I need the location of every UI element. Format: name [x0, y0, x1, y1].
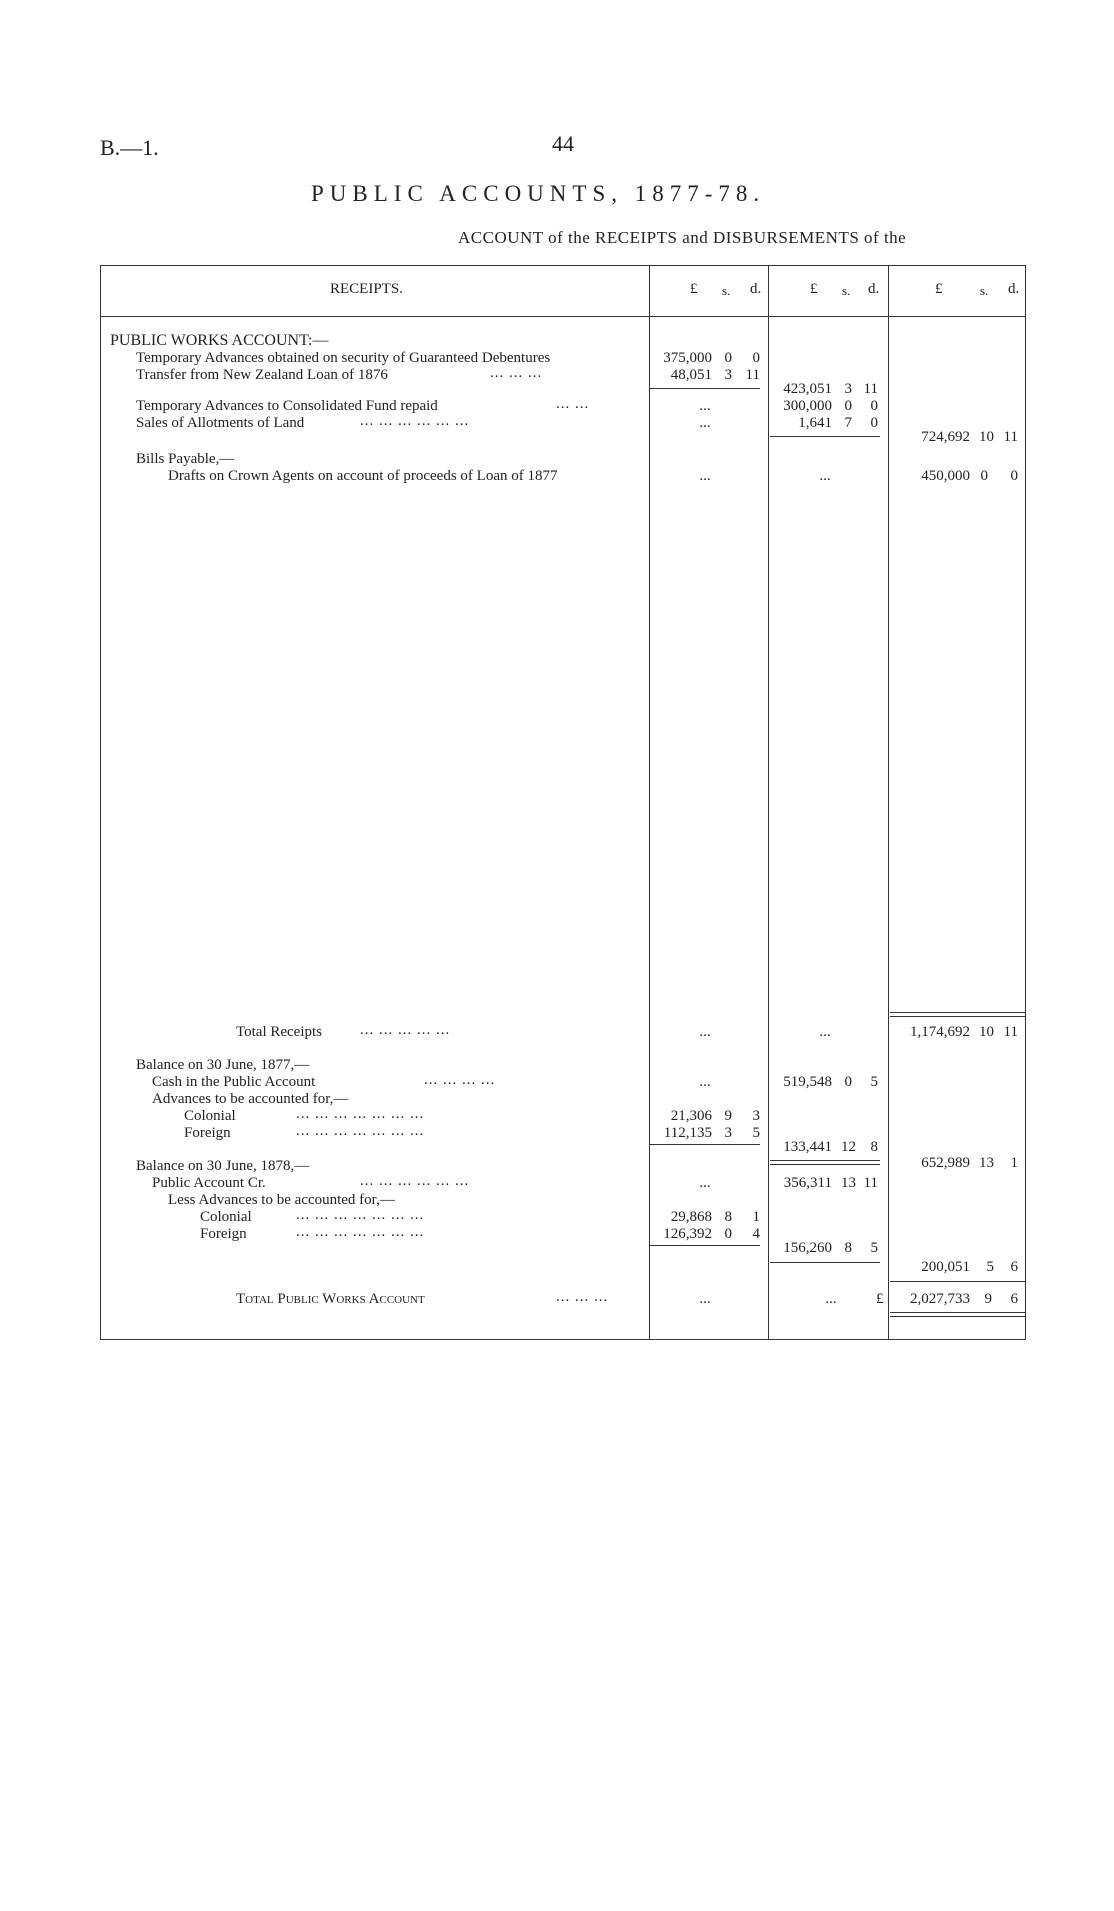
- leader-dots: ... ... ... ... ... ... ...: [296, 1224, 425, 1240]
- amount-pounds: ...: [699, 1291, 711, 1307]
- amount-pence: 0: [752, 350, 760, 366]
- leader-dots: ... ... ... ... ...: [360, 1022, 451, 1038]
- subtotal-pounds: 724,692: [921, 429, 970, 445]
- row-label: Transfer from New Zealand Loan of 1876: [136, 367, 388, 383]
- amount-pounds: ...: [699, 1024, 711, 1040]
- row-label: Drafts on Crown Agents on account of proceeds of Loan of 1877: [168, 468, 558, 484]
- amount-shillings: 0: [724, 350, 732, 366]
- page-reference: B.—1.: [100, 135, 159, 160]
- total-receipts-pounds: 1,174,692: [910, 1024, 970, 1040]
- subtotal-shillings: 12: [841, 1139, 856, 1155]
- row-label: Public Account Cr.: [152, 1175, 266, 1191]
- shilling-header-2: s.: [842, 283, 851, 298]
- amount-shillings: 9: [724, 1108, 732, 1124]
- leader-dots: ... ... ... ... ... ...: [360, 1173, 470, 1189]
- pence-header-1: d.: [750, 281, 762, 297]
- receipts-column-header: RECEIPTS.: [330, 281, 403, 297]
- amount-pounds: 450,000: [921, 468, 970, 484]
- amount-pounds: ...: [825, 1291, 837, 1307]
- amount-pounds: ...: [819, 468, 831, 484]
- row-label: Foreign: [200, 1226, 247, 1242]
- leader-dots: ... ... ... ... ... ... ...: [296, 1106, 425, 1122]
- amount-shillings: 0: [724, 1226, 732, 1242]
- amount-pounds: 356,311: [783, 1175, 832, 1191]
- subtotal-shillings: 5: [986, 1259, 994, 1275]
- amount-shillings: 8: [724, 1209, 732, 1225]
- row-label: Advances to be accounted for,—: [152, 1091, 349, 1107]
- row-label: Less Advances to be accounted for,—: [168, 1192, 395, 1208]
- amount-pence: 11: [745, 367, 760, 383]
- amount-pounds: 126,392: [663, 1226, 712, 1242]
- grand-total-pence: 6: [1010, 1291, 1018, 1307]
- shilling-header-3: s.: [980, 283, 989, 298]
- amount-pounds: 519,548: [783, 1074, 832, 1090]
- leader-dots: ... ... ... ... ... ...: [360, 413, 470, 429]
- subtotal-pence: 11: [1003, 429, 1018, 445]
- subtotal-shillings: 3: [844, 381, 852, 397]
- total-receipts-pence: 11: [1003, 1024, 1018, 1040]
- pound-header-2: £: [810, 281, 818, 297]
- page-number: 44: [552, 131, 574, 156]
- amount-pounds: ...: [819, 1024, 831, 1040]
- row-label: Balance on 30 June, 1877,—: [136, 1057, 310, 1073]
- amount-pence: 5: [870, 1074, 878, 1090]
- amount-shillings: 0: [844, 1074, 852, 1090]
- pound-header-3: £: [935, 281, 943, 297]
- leader-dots: ... ... ...: [556, 1289, 609, 1305]
- subtotal-shillings: 8: [844, 1240, 852, 1256]
- row-label: Sales of Allotments of Land: [136, 415, 305, 431]
- amount-pounds: 48,051: [670, 367, 712, 383]
- amount-pounds: 29,868: [670, 1209, 712, 1225]
- amount-shillings: 7: [844, 415, 852, 431]
- pence-header-2: d.: [868, 281, 880, 297]
- section-title: PUBLIC WORKS ACCOUNT:—: [110, 332, 329, 349]
- leader-dots: ... ...: [556, 396, 590, 412]
- amount-shillings: 3: [724, 367, 732, 383]
- subtotal-pounds: 200,051: [921, 1259, 970, 1275]
- grand-total-label: Total Public Works Account: [236, 1291, 425, 1307]
- amount-pounds: ...: [699, 415, 711, 431]
- amount-pence: 1: [1010, 1155, 1018, 1171]
- leader-dots: ... ... ... ...: [424, 1072, 496, 1088]
- amount-pounds: 21,306: [670, 1108, 712, 1124]
- shilling-header-1: s.: [722, 283, 731, 298]
- amount-shillings: 0: [844, 398, 852, 414]
- row-label: Colonial: [184, 1108, 236, 1124]
- amount-pounds: ...: [699, 398, 711, 414]
- amount-pounds: ...: [699, 1074, 711, 1090]
- row-label: Temporary Advances obtained on security of Guaranteed Debentures: [136, 350, 551, 366]
- row-label: Bills Payable,—: [136, 451, 235, 467]
- amount-pence: 4: [752, 1226, 760, 1242]
- amount-pounds: 1,641: [798, 415, 832, 431]
- row-label: Temporary Advances to Consolidated Fund repaid: [136, 398, 438, 414]
- amount-pounds: 112,135: [663, 1125, 712, 1141]
- amount-shillings: 0: [980, 468, 988, 484]
- account-subtitle: ACCOUNT of the RECEIPTS and DISBURSEMENTS of the: [458, 228, 907, 247]
- amount-pounds: ...: [699, 468, 711, 484]
- leader-dots: ... ... ...: [490, 365, 543, 381]
- pound-sign: £: [876, 1291, 884, 1307]
- page-title: PUBLIC ACCOUNTS, 1877-78.: [311, 181, 766, 206]
- amount-pence: 11: [863, 1175, 878, 1191]
- amount-pence: 1: [752, 1209, 760, 1225]
- leader-dots: ... ... ... ... ... ... ...: [296, 1123, 425, 1139]
- amount-pounds: 375,000: [663, 350, 712, 366]
- pound-header-1: £: [690, 281, 698, 297]
- subtotal-pence: 5: [870, 1240, 878, 1256]
- amount-shillings: 13: [979, 1155, 994, 1171]
- subtotal-pounds: 423,051: [783, 381, 832, 397]
- row-label: Cash in the Public Account: [152, 1074, 316, 1090]
- amount-shillings: 3: [724, 1125, 732, 1141]
- subtotal-shillings: 10: [979, 429, 994, 445]
- amount-pence: 0: [870, 415, 878, 431]
- subtotal-pence: 8: [870, 1139, 878, 1155]
- amount-pence: 3: [752, 1108, 760, 1124]
- grand-total-pounds: 2,027,733: [910, 1291, 970, 1307]
- amount-pence: 0: [1010, 468, 1018, 484]
- subtotal-pounds: 156,260: [783, 1240, 832, 1256]
- grand-total-shillings: 9: [984, 1291, 992, 1307]
- amount-pounds: 300,000: [783, 398, 832, 414]
- amount-pounds: 652,989: [921, 1155, 970, 1171]
- row-label: Foreign: [184, 1125, 231, 1141]
- amount-pence: 5: [752, 1125, 760, 1141]
- amount-pence: 0: [870, 398, 878, 414]
- amount-shillings: 13: [841, 1175, 856, 1191]
- subtotal-pence: 11: [863, 381, 878, 397]
- total-receipts-shillings: 10: [979, 1024, 994, 1040]
- row-label: Colonial: [200, 1209, 252, 1225]
- total-receipts-label: Total Receipts: [236, 1024, 323, 1040]
- pence-header-3: d.: [1008, 281, 1020, 297]
- amount-pounds: ...: [699, 1175, 711, 1191]
- subtotal-pounds: 133,441: [783, 1139, 832, 1155]
- row-label: Balance on 30 June, 1878,—: [136, 1158, 310, 1174]
- subtotal-pence: 6: [1010, 1259, 1018, 1275]
- leader-dots: ... ... ... ... ... ... ...: [296, 1207, 425, 1223]
